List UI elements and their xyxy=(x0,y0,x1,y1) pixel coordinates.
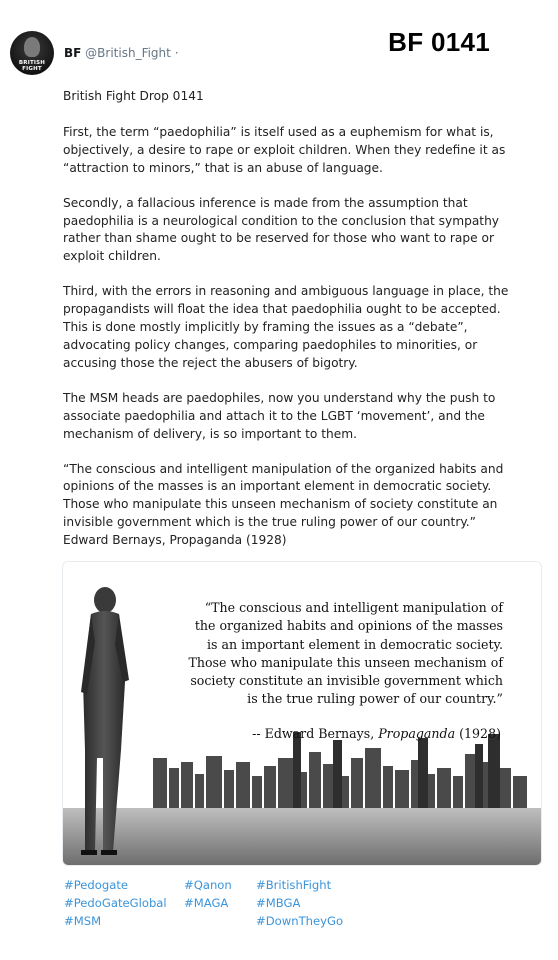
tweet-header xyxy=(64,46,179,60)
image-quote: “The conscious and intelligent manipulation of the organized habits and opinions of the masses is an important element in democratic society. Those who manipulate this unseen mechanism of society constitute an invisible government which is the true ruling power of our country.” xyxy=(188,600,503,707)
attribution-year: (1928) xyxy=(455,726,501,741)
author-handle[interactable]: @British_Fight xyxy=(85,46,171,60)
tweet-paragraph-third: Third, with the errors in reasoning and ambiguous language in place, the propagandists will float the idea that paedophilia ought to be accepted. This is done mostly implicitly by framing the issues as a “debate”, advocating policy changes, comparing paedophiles to minorities, or accusing those the reject the abusers of bigotry. xyxy=(63,284,509,370)
header-separator: · xyxy=(174,46,179,60)
tweet-paragraph-first: First, the term “paedophilia” is itself used as a euphemism for what is, objectively, a desire to rape or exploit children. When they redefine it as “attraction to minors,” that is an abuse of language. xyxy=(63,124,506,175)
hashtag-link[interactable]: #MAGA xyxy=(184,896,229,910)
hashtag-link[interactable]: #Pedogate xyxy=(64,878,129,892)
hashtag-link[interactable]: #MSM xyxy=(64,914,102,928)
attribution-work: Propaganda xyxy=(378,726,456,741)
hashtag-link[interactable]: #PedoGateGlobal xyxy=(64,896,167,910)
tweet-paragraph-title: British Fight Drop 0141 xyxy=(63,89,204,103)
tweet-image[interactable] xyxy=(62,561,542,866)
tweet-paragraph-second: Secondly, a fallacious inference is made from the assumption that paedophilia is a neurological condition to the conclusion that sympathy rather than shame ought to be reserved for those who want to rape or exploit children. xyxy=(63,195,500,264)
tweet-paragraph-quote: “The conscious and intelligent manipulation of the organized habits and opinions of the masses is an important element in democratic society. Those who manipulate this unseen mechanism of society constitute an invisible government which is the true ruling power of our country.” xyxy=(63,461,504,530)
tweet-body xyxy=(63,88,513,550)
attribution-author: -- Edward Bernays, xyxy=(252,726,379,741)
ground xyxy=(63,808,541,865)
author-name[interactable]: BF xyxy=(64,46,82,60)
avatar[interactable] xyxy=(10,31,54,75)
tweet-paragraph-msm: The MSM heads are paedophiles, now you understand why the push to associate paedophilia and attach it to the LGBT ‘movement’, and the mechanism of delivery, is so important to them. xyxy=(63,390,496,441)
drop-label: BF 0141 xyxy=(388,27,490,57)
hashtag-link[interactable]: #Qanon xyxy=(184,878,232,892)
avatar-figure-icon xyxy=(24,37,40,57)
avatar-logo-text: BRITISH FIGHT xyxy=(18,60,46,72)
hashtag-link[interactable]: #MBGA xyxy=(256,896,301,910)
tweet-paragraph-citation: Edward Bernays, Propaganda (1928) xyxy=(63,533,287,548)
image-attribution xyxy=(252,726,501,741)
hashtag-link[interactable]: #DownTheyGo xyxy=(256,914,344,928)
hashtag-link[interactable]: #BritishFight xyxy=(256,878,332,892)
